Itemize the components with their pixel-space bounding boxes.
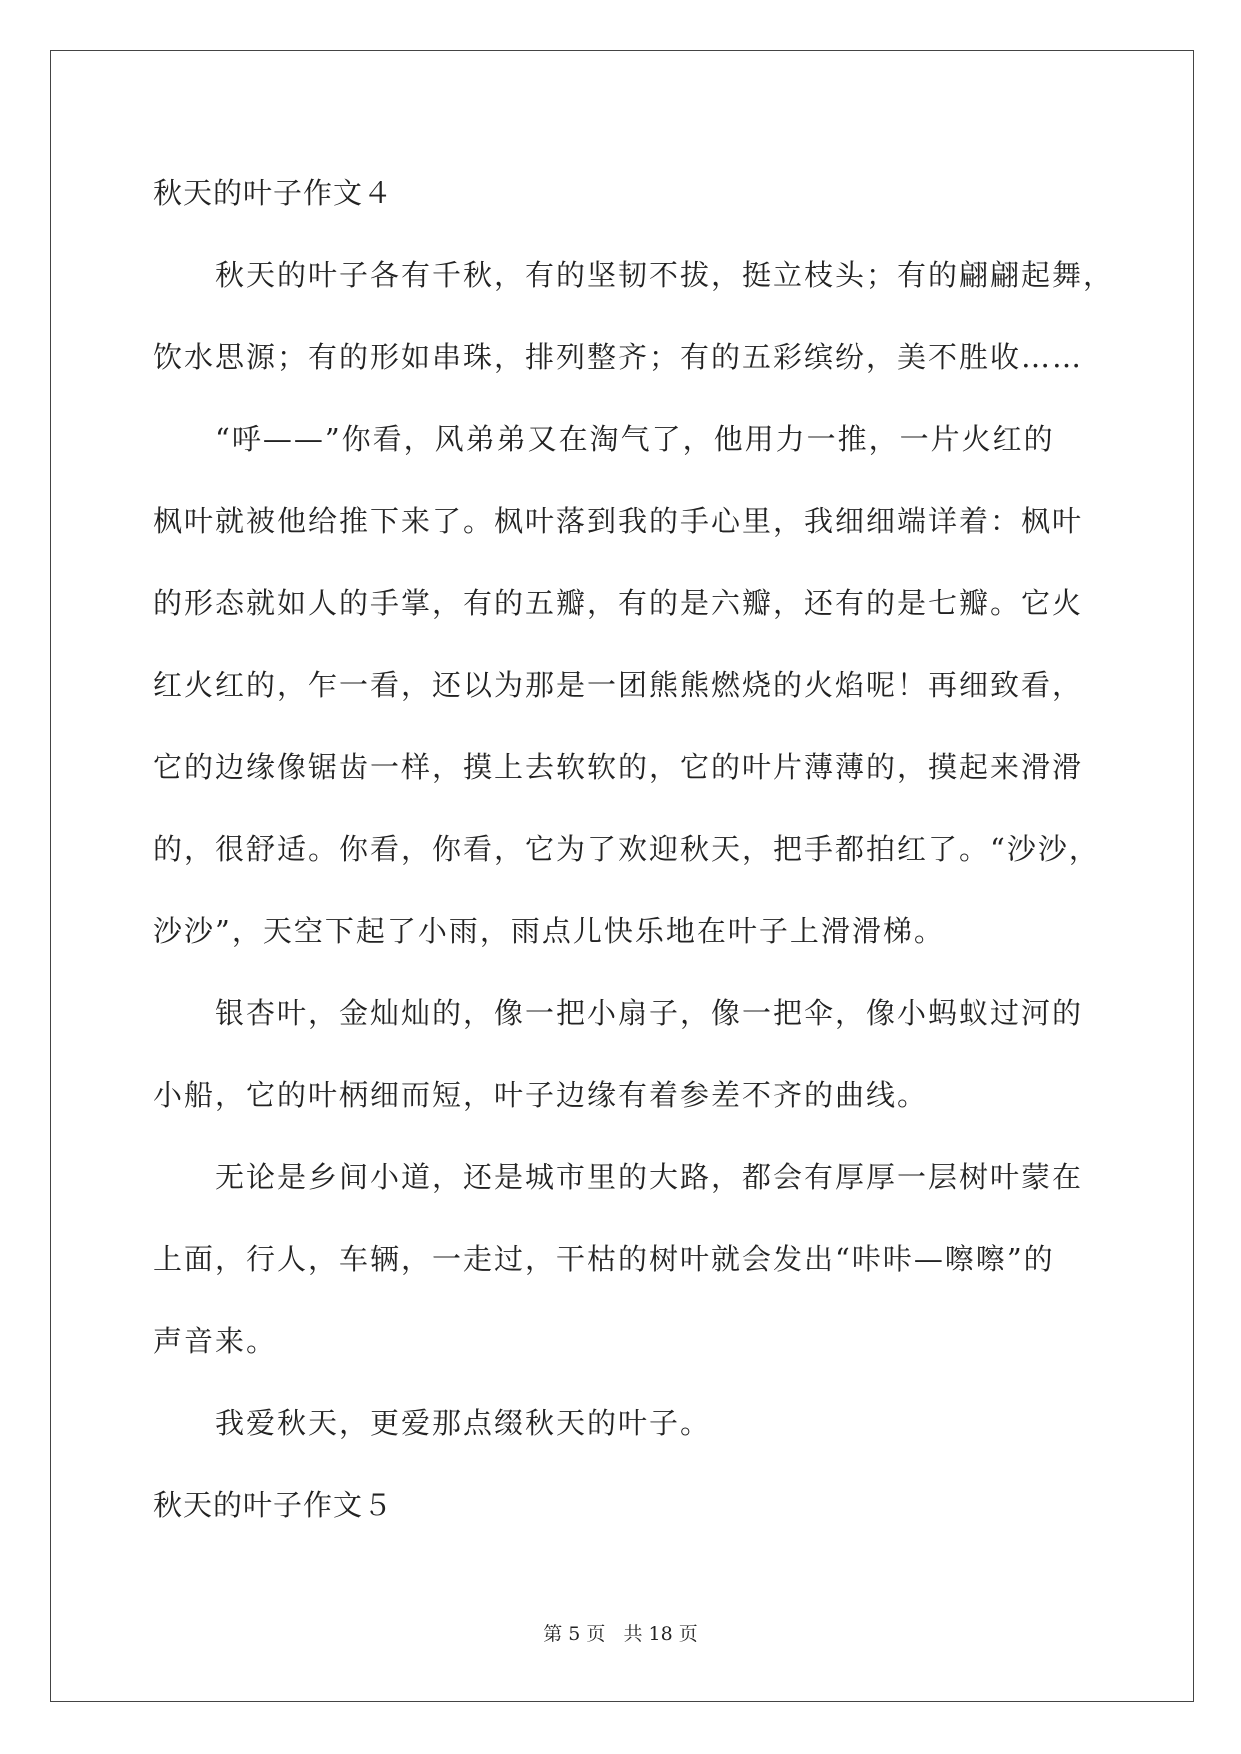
paragraph-line: 我爱秋天，更爱那点缀秋天的叶子。 [215, 1406, 712, 1440]
paragraph-line: 饮水思源；有的形如串珠，排列整齐；有的五彩缤纷，美不胜收…… [153, 340, 1084, 374]
essay-heading: 秋天的叶子作文５ [153, 1488, 394, 1522]
paragraph-line: 无论是乡间小道，还是城市里的大路，都会有厚厚一层树叶蒙在 [215, 1160, 1084, 1194]
paragraph-line: 枫叶就被他给推下来了。枫叶落到我的手心里，我细细端详着：枫叶 [153, 504, 1084, 538]
paragraph-line: 的，很舒适。你看，你看，它为了欢迎秋天，把手都拍红了。“沙沙， [153, 832, 1100, 866]
paragraph-line: 红火红的，乍一看，还以为那是一团熊熊燃烧的火焰呢！再细致看， [153, 668, 1084, 702]
paragraph-line: “呼——”你看，风弟弟又在淘气了，他用力一推，一片火红的 [215, 422, 1055, 456]
page-number: 第 5 页 [543, 1623, 606, 1645]
page-border [50, 50, 1194, 1702]
page-footer [0, 1622, 1241, 1646]
paragraph-line: 它的边缘像锯齿一样，摸上去软软的，它的叶片薄薄的，摸起来滑滑 [153, 750, 1084, 784]
essay-heading: 秋天的叶子作文４ [153, 176, 394, 210]
paragraph-line: 小船，它的叶柄细而短，叶子边缘有着参差不齐的曲线。 [153, 1078, 929, 1112]
page-total: 共 18 页 [623, 1623, 698, 1645]
paragraph-line: 秋天的叶子各有千秋，有的坚韧不拔，挺立枝头；有的翩翩起舞， [215, 258, 1115, 292]
paragraph-line: 沙沙”，天空下起了小雨，雨点儿快乐地在叶子上滑滑梯。 [153, 914, 945, 948]
paragraph-line: 的形态就如人的手掌，有的五瓣，有的是六瓣，还有的是七瓣。它火 [153, 586, 1084, 620]
paragraph-line: 声音来。 [153, 1324, 278, 1358]
paragraph-line: 上面，行人，车辆，一走过，干枯的树叶就会发出“咔咔—嚓嚓”的 [153, 1242, 1055, 1276]
paragraph-line: 银杏叶，金灿灿的，像一把小扇子，像一把伞，像小蚂蚁过河的 [215, 996, 1084, 1030]
